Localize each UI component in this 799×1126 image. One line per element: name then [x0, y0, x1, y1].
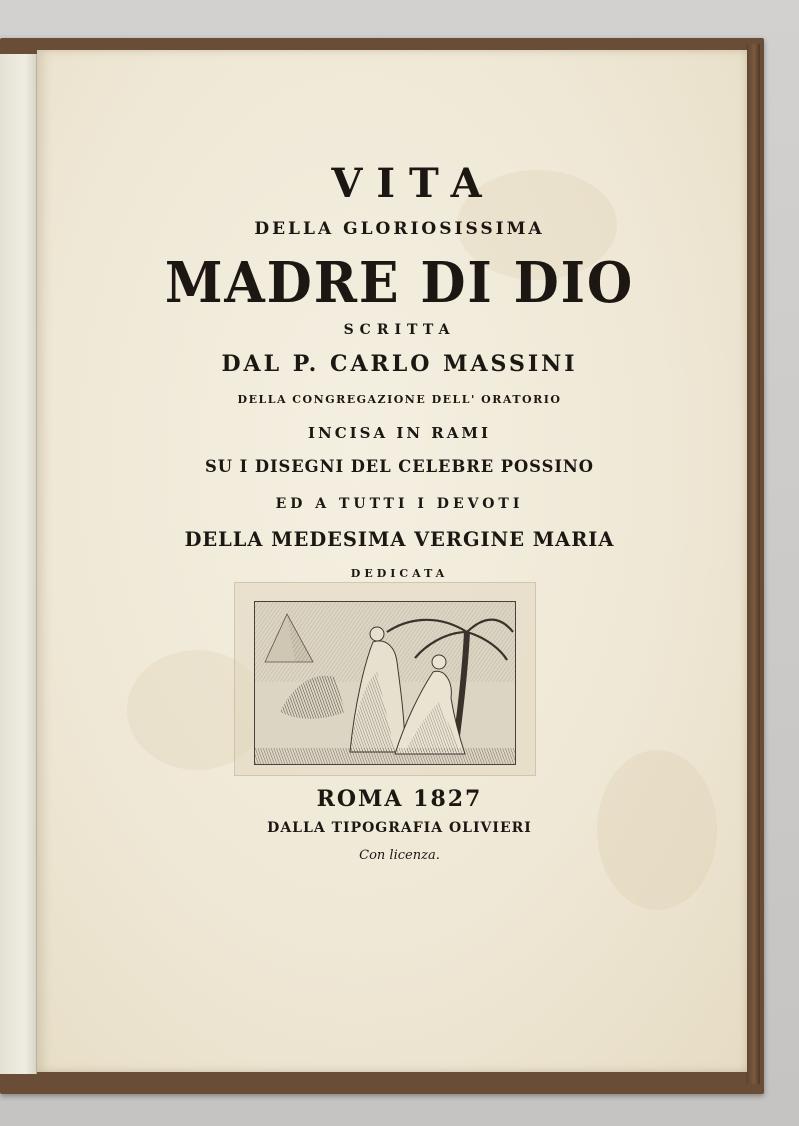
dedicata-line: DEDICATA — [350, 567, 449, 580]
flyleaf-page — [0, 54, 37, 1074]
engraved-line: INCISA IN RAMI — [307, 424, 492, 442]
dedication-line: DELLA MEDESIMA VERGINE MARIA — [184, 527, 615, 551]
imprint-printer: DALLA TIPOGRAFIA OLIVIERI — [267, 820, 532, 836]
author-line: DAL P. CARLO MASSINI — [221, 351, 578, 377]
imprint-licenza: Con licenza. — [359, 848, 440, 863]
designs-line: SU I DISEGNI DEL CELEBRE POSSINO — [205, 457, 594, 477]
title-vita: VITA — [331, 160, 496, 207]
title-madre-di-dio: MADRE DI DIO — [164, 250, 635, 316]
engraving-scene — [255, 602, 515, 764]
congregation-line: DELLA CONGREGAZIONE DELL' ORATORIO — [237, 393, 562, 406]
subtitle-gloriosissima: DELLA GLORIOSISSIMA — [254, 219, 545, 239]
imprint-place-year: ROMA 1827 — [316, 786, 483, 812]
engraving-illustration — [254, 601, 516, 765]
line-scritta: SCRITTA — [343, 322, 456, 338]
devoti-line: ED A TUTTI I DEVOTI — [275, 496, 524, 512]
